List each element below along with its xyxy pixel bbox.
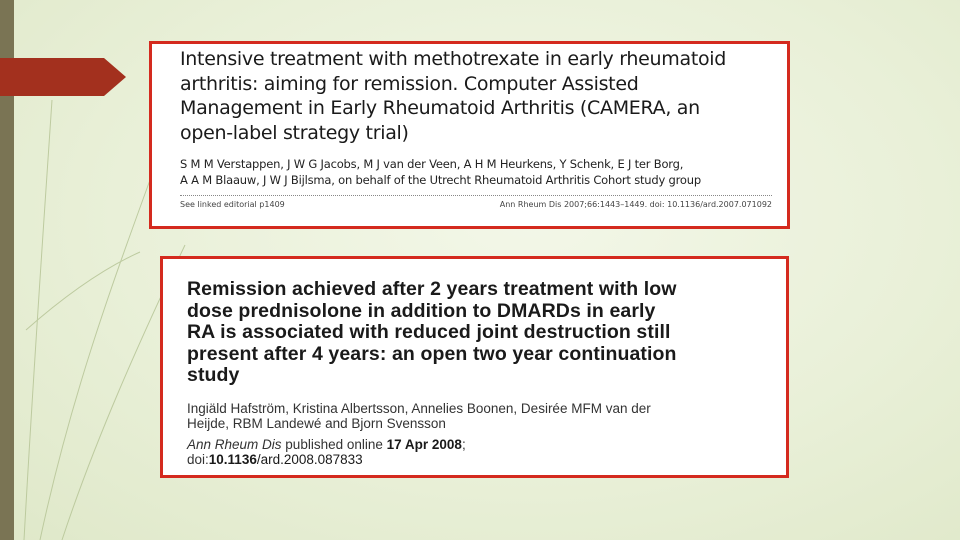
- see-linked-editorial: See linked editorial p1409: [180, 200, 285, 209]
- article-2-title-line: present after 4 years: an open two year continuation: [187, 342, 677, 365]
- article-1-title-line: open-label strategy trial): [180, 121, 409, 144]
- doi-prefix: doi:: [187, 451, 209, 467]
- article-1-author-line: S M M Verstappen, J W G Jacobs, M J van der Veen, A H M Heurkens, Y Schenk, E J ter Borg,: [180, 157, 684, 171]
- publication-date: 17 Apr 2008: [386, 436, 462, 452]
- title-arrow-icon: [0, 58, 126, 96]
- article-2-title-line: dose prednisolone in addition to DMARDs in early: [187, 299, 656, 322]
- article-1-title-line: arthritis: aiming for remission. Computer Assisted: [180, 72, 639, 95]
- article-1-authors: [180, 156, 777, 188]
- article-2-card: [160, 256, 789, 478]
- article-1-citation: Ann Rheum Dis 2007;66:1443–1449. doi: 10.1136/ard.2007.071092: [499, 200, 772, 209]
- article-1-author-line: A A M Blaauw, J W J Bijlsma, on behalf of the Utrecht Rheumatoid Arthritis Cohort study group: [180, 173, 701, 187]
- published-text: published online: [281, 436, 387, 452]
- article-2-title-line: Remission achieved after 2 years treatment with low: [187, 278, 677, 300]
- article-1-footer: [180, 200, 772, 209]
- article-2-title: [187, 279, 776, 387]
- article-1-card: [149, 41, 790, 229]
- article-1-title-line: Intensive treatment with methotrexate in early rheumatoid: [180, 48, 727, 70]
- article-2-citation: [187, 437, 776, 467]
- article-2-title-line: RA is associated with reduced joint destruction still: [187, 321, 671, 343]
- article-1-divider: [180, 195, 772, 196]
- doi-rest: /ard.2008.087833: [256, 451, 363, 467]
- article-2-title-line: study: [187, 364, 240, 386]
- article-2-authors: [187, 401, 776, 431]
- article-1-title: [180, 47, 777, 145]
- article-1-title-line: Management in Early Rheumatoid Arthritis (CAMERA, an: [180, 97, 700, 119]
- journal-name: Ann Rheum Dis: [187, 436, 282, 452]
- date-suffix: ;: [461, 436, 466, 452]
- article-2-author-line: Heijde, RBM Landewé and Bjorn Svensson: [187, 415, 446, 431]
- doi-highlight: 10.1136: [208, 451, 257, 467]
- article-2-author-line: Ingiäld Hafström, Kristina Albertsson, Annelies Boonen, Desirée MFM van der: [187, 400, 651, 416]
